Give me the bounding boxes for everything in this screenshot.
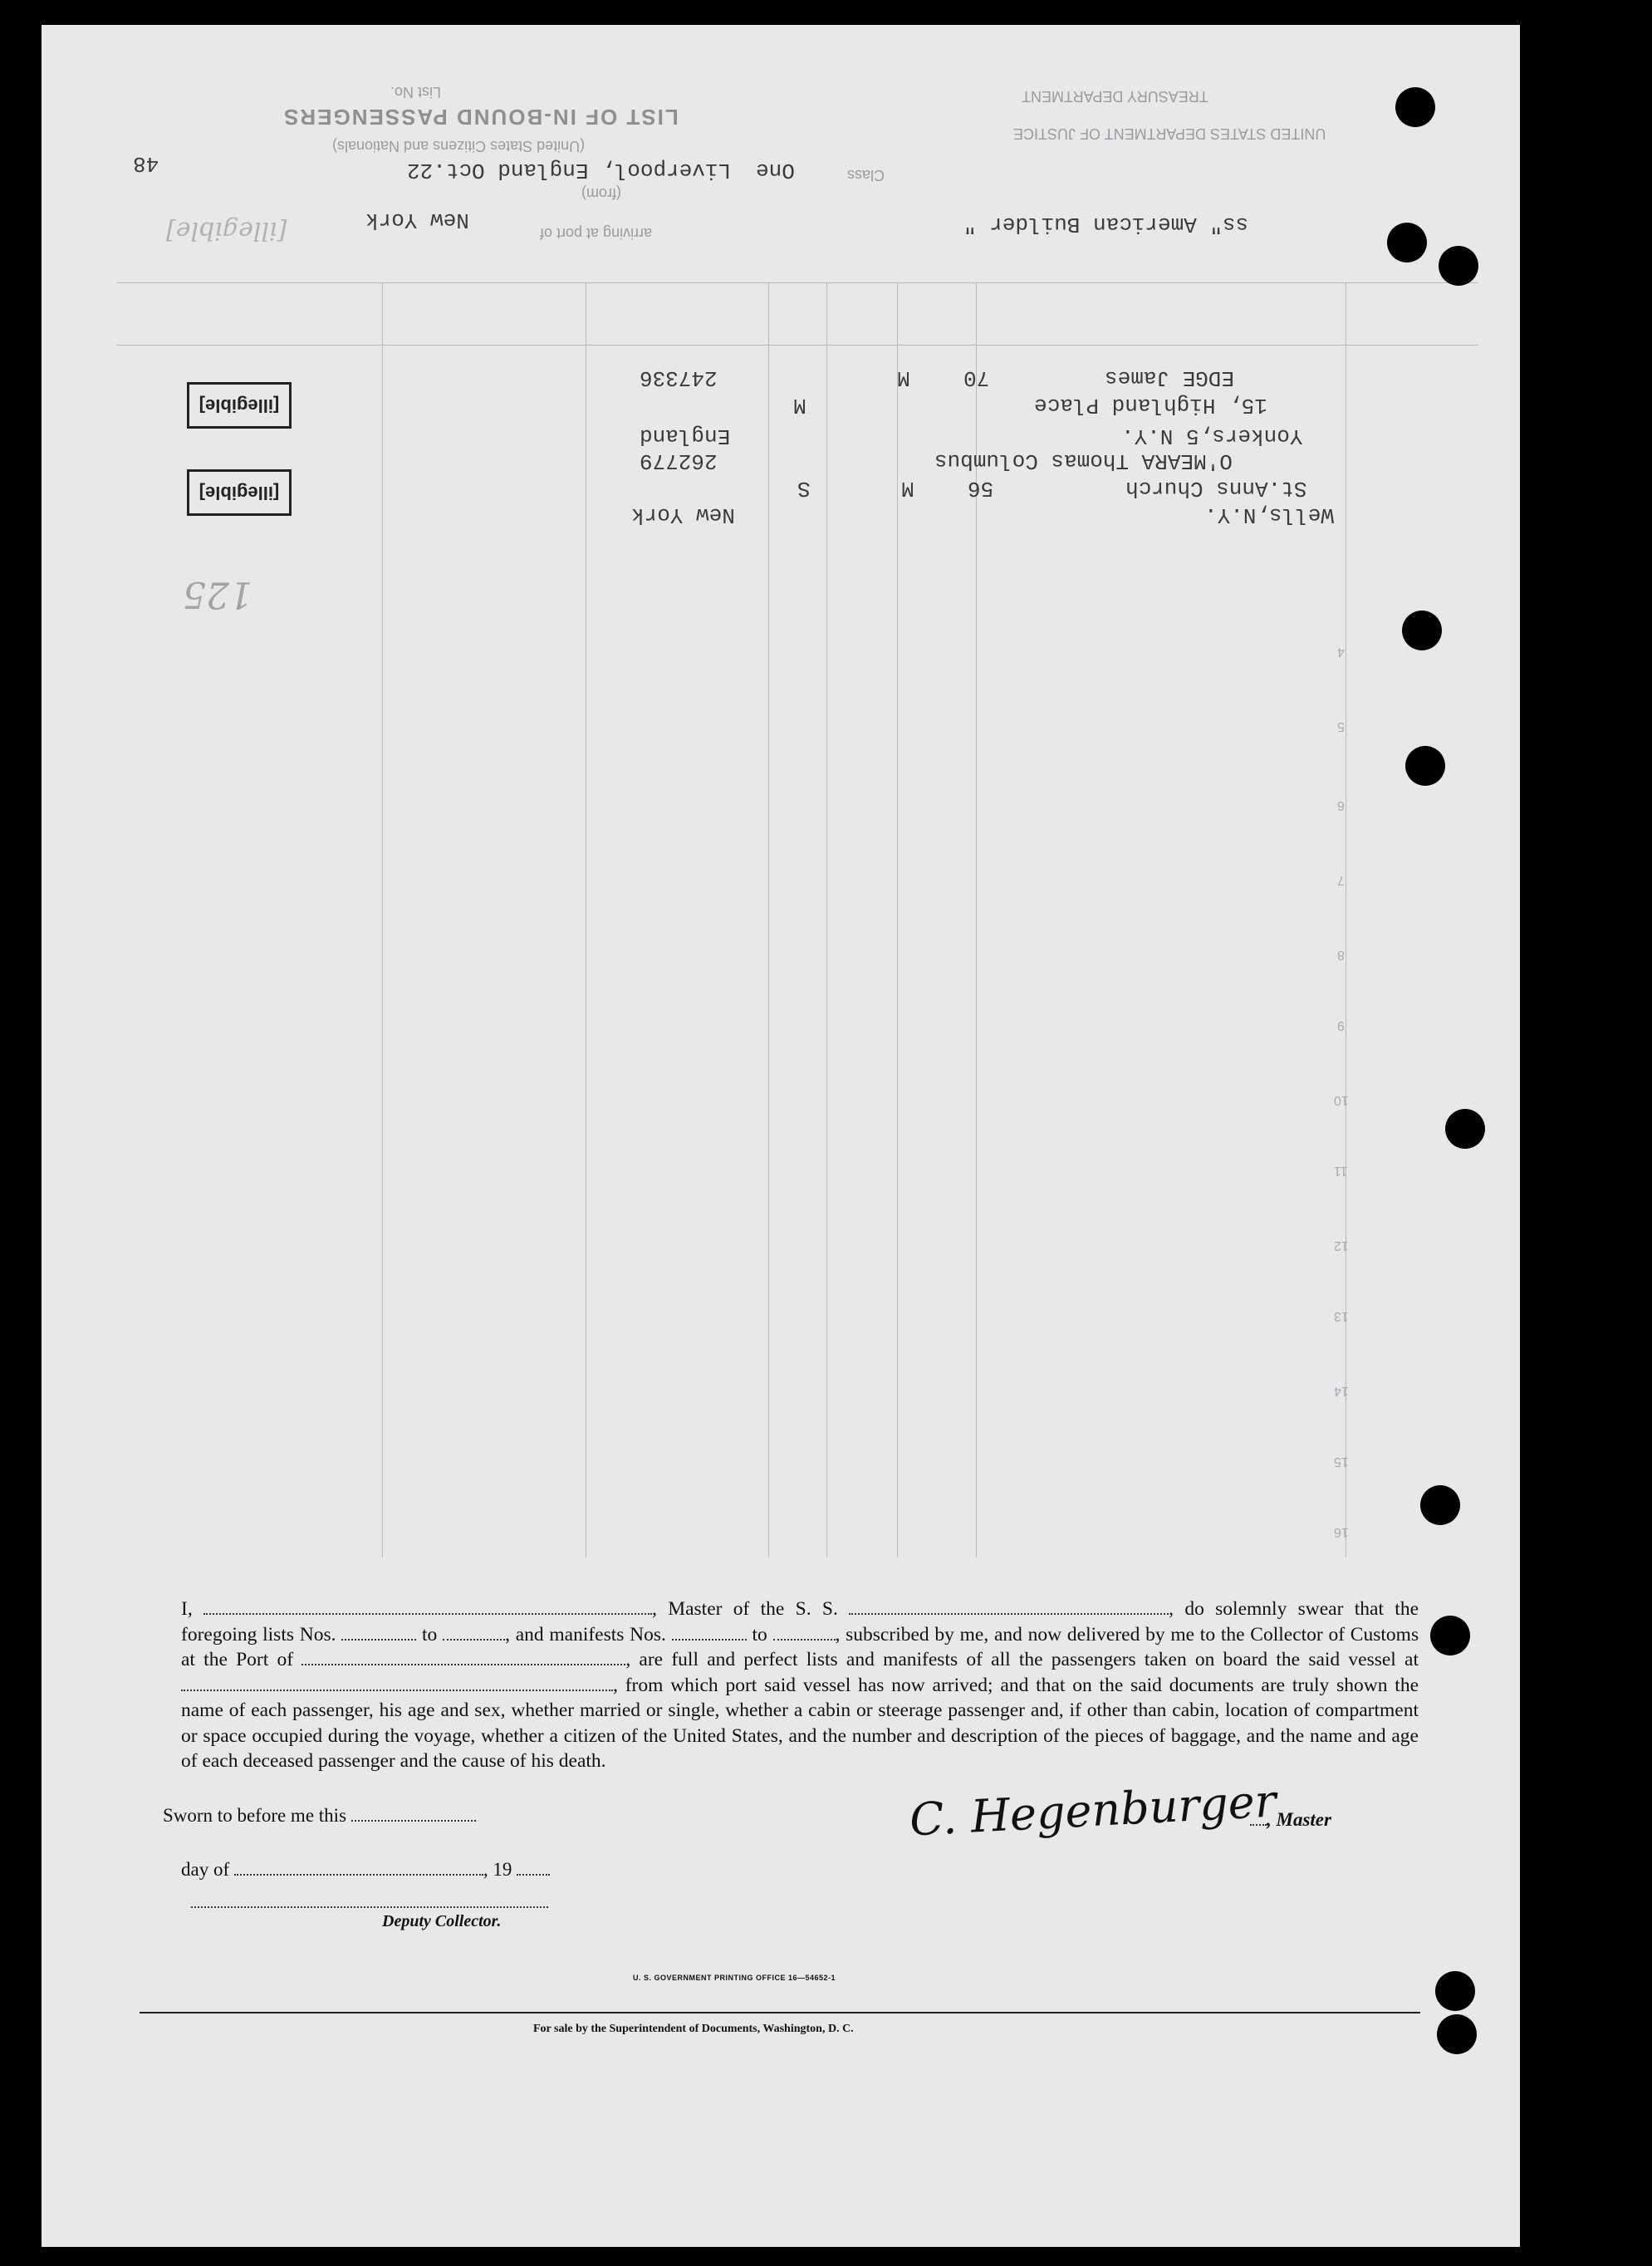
passenger-row-address: St.Anns Church [1125,476,1307,501]
port-value: New York [365,208,469,233]
stamp-box: [illegible] [187,382,292,429]
passenger-row-marital: S [797,476,811,501]
dept-label: TREASURY DEPARTMENT [1022,88,1208,105]
footer-rule [140,2012,1420,2013]
column-rule [897,282,898,1557]
deputy-collector-label: Deputy Collector. [382,1912,502,1930]
oath-text: , and manifests Nos. [505,1623,666,1646]
row-number: 4 [1337,645,1345,659]
oath-paragraph [181,1596,1419,1774]
passenger-row-age: 56 [968,476,994,501]
passenger-row-sex: M [897,365,910,390]
oath-text: to [422,1623,438,1646]
blank-line [773,1624,836,1641]
table-header-rule [116,282,1478,283]
punch-hole [1420,1485,1460,1525]
blank-line [849,1598,1169,1615]
passenger-row-address: Wells,N.Y. [1204,503,1335,527]
arriving-label: arriving at port of [540,225,653,242]
oath-text: I, [181,1598,193,1620]
oath-text: , subscribed by me, and now [835,1623,1062,1646]
stamp-box: [illegible] [187,469,292,516]
row-number: 14 [1334,1384,1349,1398]
punch-hole [1437,2014,1477,2054]
column-rule [768,282,769,1557]
handwritten-note: [illegible] [166,216,287,245]
punch-hole [1445,1109,1485,1149]
blank-line [203,1598,652,1615]
row-number: 13 [1334,1309,1349,1323]
oath-text: , are full and perfect lists and [625,1649,875,1670]
column-rule [382,282,383,1557]
oath-text: , Master of the S. S. [652,1598,838,1620]
column-rule [976,282,977,1557]
blank-line [443,1624,505,1641]
passenger-row-address: Yonkers,5 N.Y. [1121,424,1303,449]
passenger-row-passport: 262779 [640,449,718,473]
punch-hole [1439,246,1478,286]
row-number: 8 [1337,948,1345,962]
from-label: (from) [581,185,621,202]
passenger-row-name: O'MEARA Thomas Columbus [934,449,1233,473]
row-number: 7 [1337,873,1345,887]
class-value: One [756,158,795,183]
blank-line [672,1624,747,1641]
passenger-row-passport: 247336 [640,365,718,390]
row-number: 12 [1334,1238,1349,1253]
oath-text: to [752,1623,767,1646]
day-line: day of , 19 [181,1859,550,1881]
row-number: 11 [1334,1164,1348,1178]
row-number: 6 [1337,798,1345,812]
punch-hole [1387,223,1427,262]
passenger-row-passport: New York [631,503,735,527]
list-number-label: List No. [390,84,442,101]
printing-office-line: U. S. GOVERNMENT PRINTING OFFICE 16—54652-1 [633,1974,836,1982]
dept2-label: UNITED STATES DEPARTMENT OF JUSTICE [1013,125,1326,142]
punch-hole [1430,1616,1470,1655]
master-signature: C. Hegenburger [908,1774,1277,1847]
oath-text: delivered by me to the Collector of Customs at the Port of [181,1623,1419,1670]
passenger-row-passport: England [640,424,731,449]
oath-text: manifests of all the passengers taken on board the said vessel at [883,1649,1419,1670]
blank-line [341,1624,416,1641]
form-subtitle: (United States Citizens and Nationals) [332,138,586,154]
passenger-row-sex: M [901,476,914,501]
from-value: Liverpool, England Oct.22 [407,158,732,183]
row-number: 10 [1334,1093,1349,1107]
oath-text: , do solemnly [1169,1598,1287,1620]
year-value: 48 [133,151,159,176]
oath-text: port said vessel has now arrived; and that on the said documents are truly shown the name of each passenger, his age and sex, whether married or single, whether a cabin or steerage passenger and, if other than cabin, location of compartment or space occupied during the voyage, whether a citizen of the United States, and the number and description of the pieces of baggage, and the name and age of each deceased passenger and the cause of his death. [181,1674,1419,1772]
master-label: , Master [1250,1809,1331,1831]
for-sale-line: For sale by the Superintendent of Documents, Washington, D. C. [533,2023,854,2035]
oath-text: swear that the foregoing lists Nos. [181,1598,1419,1646]
side-number: 125 [183,573,252,616]
class-label: Class [847,167,885,184]
column-rule [826,282,827,1557]
blank-line [301,1649,625,1665]
punch-hole [1435,1971,1475,2011]
punch-hole [1405,746,1445,786]
passenger-row-age: 70 [963,365,990,390]
row-number: 9 [1337,1018,1345,1032]
oath-text: , from which [613,1674,718,1696]
form-title: LIST OF IN-BOUND PASSENGERS [282,105,679,130]
row-number: 5 [1337,719,1345,733]
passenger-row-address: 15, Highland Place [1034,393,1267,418]
document-page [42,25,1520,2247]
vessel-value: ss" American Builder " [963,212,1249,237]
sworn-line: Sworn to before me this [163,1805,476,1827]
punch-hole [1402,611,1442,650]
row-number: 15 [1334,1454,1349,1469]
punch-hole [1395,87,1435,127]
passenger-row-name: EDGE James [1105,365,1235,390]
row-number: 16 [1334,1525,1349,1539]
blank-line [181,1675,613,1691]
table-header-rule-2 [116,345,1478,346]
deputy-signature-line [191,1906,548,1908]
passenger-row-marital: M [793,393,806,418]
